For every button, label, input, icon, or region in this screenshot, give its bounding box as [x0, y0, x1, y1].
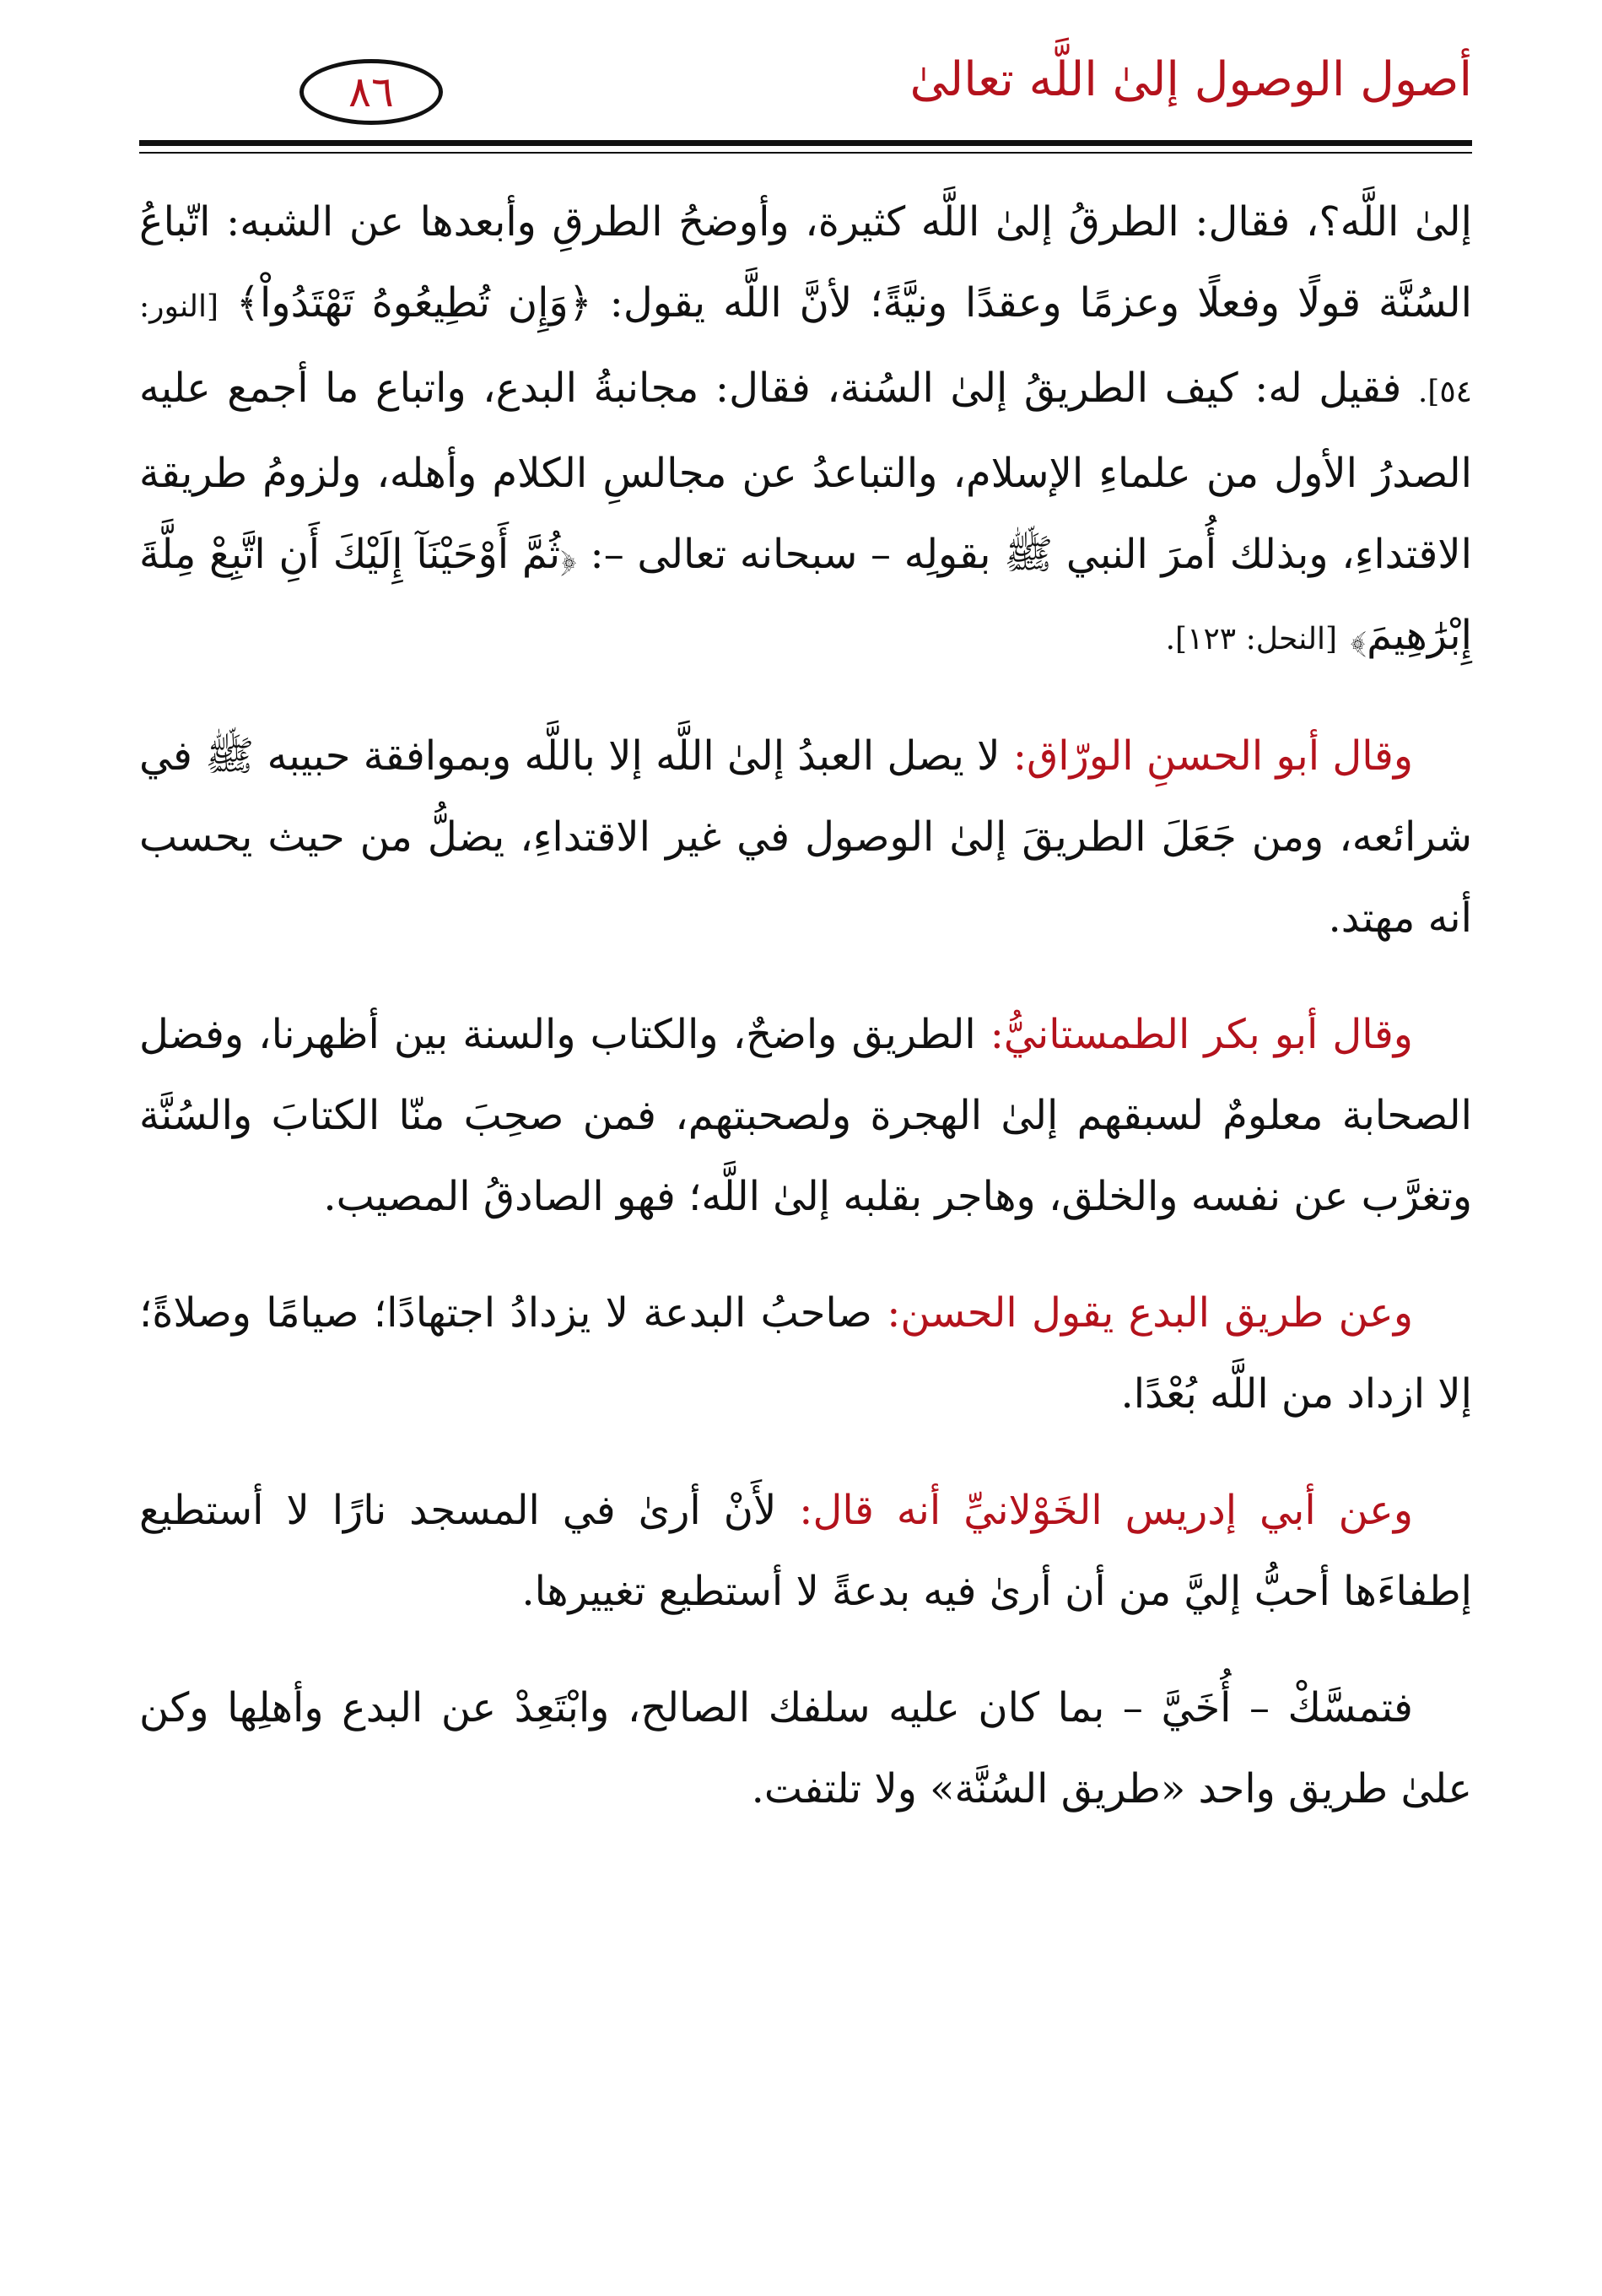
page-body	[139, 181, 1472, 1865]
paragraph-text: إلىٰ اللَّه؟، فقال: الطرقُ إلىٰ اللَّه كثيرة، وأوضحُ الطرقِ وأبعدها عن الشبه: اتّباعُ السُنَّة قولًا وفعلًا وعزمًا وعقدًا ونيَّةً؛ لأنَّ اللَّه يقول: ﴿وَإِن تُطِيعُوهُ تَهْتَدُواْ﴾	[139, 198, 1473, 327]
paragraph-text: صاحبُ البدعة لا يزدادُ اجتهادًا؛ صيامًا وصلاةً؛ إلا ازداد من اللَّه بُعْدًا.	[139, 1289, 1472, 1418]
speaker-name: وعن أبي إدريس الخَوْلانيِّ أنه قال:	[799, 1487, 1413, 1534]
page-number: ٨٦	[299, 59, 443, 125]
paragraph-1	[139, 181, 1472, 680]
header-rule-thick	[139, 140, 1472, 146]
paragraph-text: لأَنْ أرىٰ في المسجد نارًا لا أستطيع إطفاءَها أحبُّ إليَّ من أن أرىٰ فيه بدعةً لا أستطيع تغييرها.	[139, 1487, 1472, 1615]
quran-reference: [النحل: ١٢٣].	[1165, 622, 1338, 656]
paragraph-text: فتمسَّكْ – أُخَيَّ – بما كان عليه سلفك الصالح، وابْتَعِدْ عن البدع وأهلِها وكن علىٰ طريق واحد «طريق السُنَّة» ولا تلتفت.	[139, 1684, 1472, 1812]
paragraph-text-continued: فقيل له: كيف الطريقُ إلىٰ السُنة، فقال: مجانبةُ البدع، واتباع ما أجمع عليه الصدرُ الأول من علماءِ الإسلام، والتباعدُ عن مجالسِ الكلام وأهله، ولزومُ طريقة الاقتداءِ، وبذلك أُمرَ النبي ﷺ بقولِه – سبحانه تعالى –: ﴿ثُمَّ أَوْحَيْنَآ إِلَيْكَ أَنِ اتَّبِعْ مِلَّةَ إِبْرَٰهِيمَ﴾	[139, 365, 1472, 659]
page-header	[139, 34, 1472, 160]
paragraph-6	[139, 1667, 1472, 1829]
paragraph-5	[139, 1470, 1472, 1632]
speaker-name: وعن طريق البدع يقول الحسن:	[887, 1289, 1413, 1337]
paragraph-3	[139, 994, 1472, 1237]
paragraph-text: لا يصل العبدُ إلىٰ اللَّه إلا باللَّه وبموافقة حبيبه ﷺ في شرائعه، ومن جَعَلَ الطريقَ إلىٰ الوصول في غير الاقتداءِ، يضلُّ من حيث يحسب أنه مهتد.	[139, 732, 1472, 942]
paragraph-text: الطريق واضحٌ، والكتاب والسنة بين أظهرنا، وفضل الصحابة معلومٌ لسبقهم إلىٰ الهجرة ولصحبتهم، فمن صحِبَ منّا الكتابَ والسُنَّة وتغرَّب عن نفسه والخلق، وهاجر بقلبه إلىٰ اللَّه؛ فهو الصادقُ المصيب.	[139, 1011, 1472, 1220]
paragraph-2	[139, 716, 1472, 959]
speaker-name: وقال أبو الحسنِ الورّاق:	[1012, 732, 1414, 780]
speaker-name: وقال أبو بكر الطمستانيُّ:	[990, 1011, 1413, 1058]
quran-reference: [النور: ٥٤].	[139, 289, 1473, 409]
paragraph-4	[139, 1272, 1472, 1434]
running-title: أصول الوصول إلىٰ اللَّه تعالىٰ	[909, 52, 1472, 107]
header-rule-thin	[139, 152, 1472, 154]
